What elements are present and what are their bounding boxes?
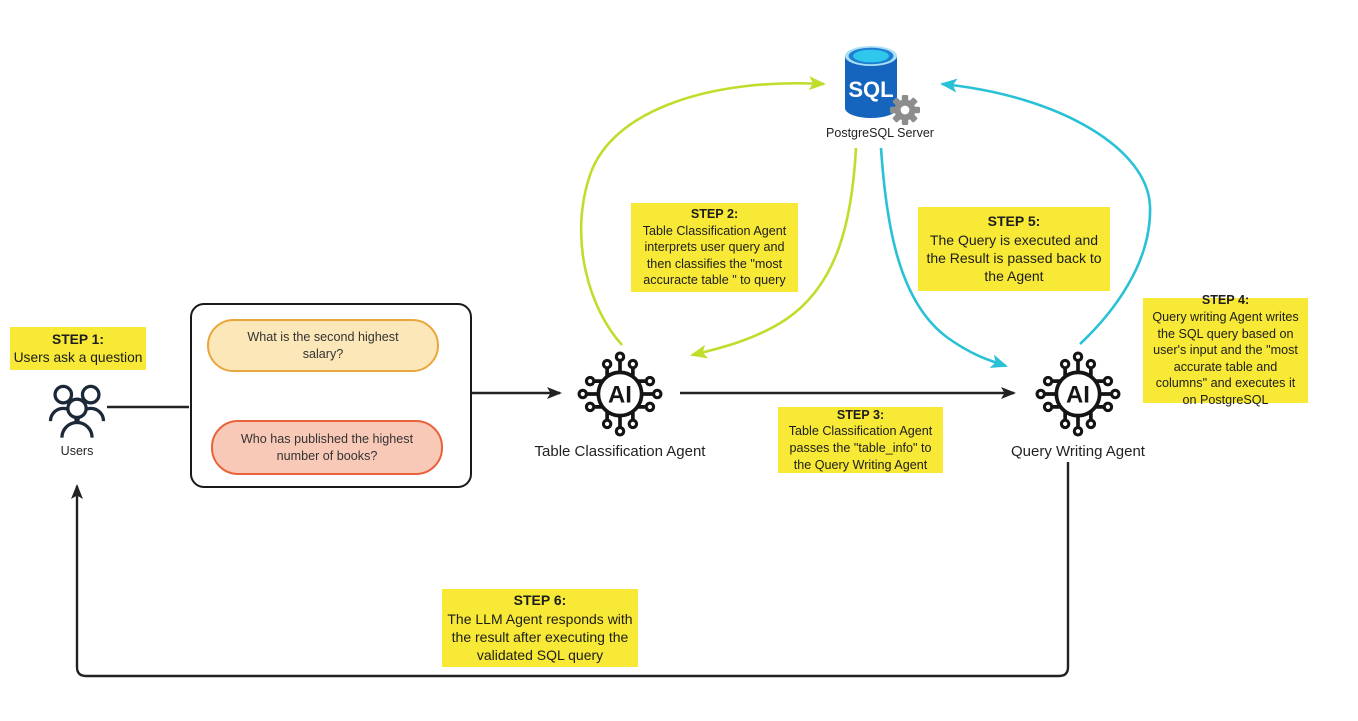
step-3-body: Table Classification Agent passes the "table_info" to the Query Writing Agent [788,424,933,472]
step-6-note [442,589,638,667]
table-classification-agent-label: Table Classification Agent [534,443,706,460]
query-writing-agent-label: Query Writing Agent [1011,443,1145,460]
question-bubble-books [211,420,443,475]
step-2-note [631,203,798,292]
users-label: Users [60,444,94,458]
step-3-note [778,407,943,473]
postgresql-label: PostgreSQL Server [826,126,934,140]
step-4-title: STEP 4: [1201,293,1250,308]
question-text: Who has published the highest number of books? [240,431,414,463]
step-1-body: Users ask a question [13,349,143,365]
ai-icon-text: AI [1066,381,1090,409]
user-questions-box [190,303,472,488]
sql-icon-text: SQL [848,77,894,102]
step-6-body: The LLM Agent responds with the result after executing the validated SQL query [447,610,633,664]
step-5-title: STEP 5: [987,213,1041,230]
users-icon [45,380,109,444]
step-4-note [1143,293,1308,408]
query-writing-agent-icon [1032,348,1124,440]
step-5-body: The Query is executed and the Result is passed back to the Agent [926,231,1102,285]
step-1-note [10,327,146,370]
step-6-title: STEP 6: [513,592,567,609]
ai-icon-text: AI [608,381,632,409]
gear-icon [890,95,920,125]
table-classification-agent-icon [574,348,666,440]
step-2-title: STEP 2: [690,206,739,221]
postgresql-icon [835,40,923,132]
step-5-note [918,207,1110,291]
question-bubble-salary [207,319,439,372]
question-text: What is the second highest salary? [247,329,399,361]
step-4-body: Query writing Agent writes the SQL query based on user's input and the "most accurate table and columns" and executes it on PostgreSQL [1152,309,1299,408]
step-1-title: STEP 1: [52,332,104,348]
step-2-body: Table Classification Agent interprets user query and then classifies the "most accuracte table " to query [642,223,787,288]
step-3-title: STEP 3: [836,407,885,422]
